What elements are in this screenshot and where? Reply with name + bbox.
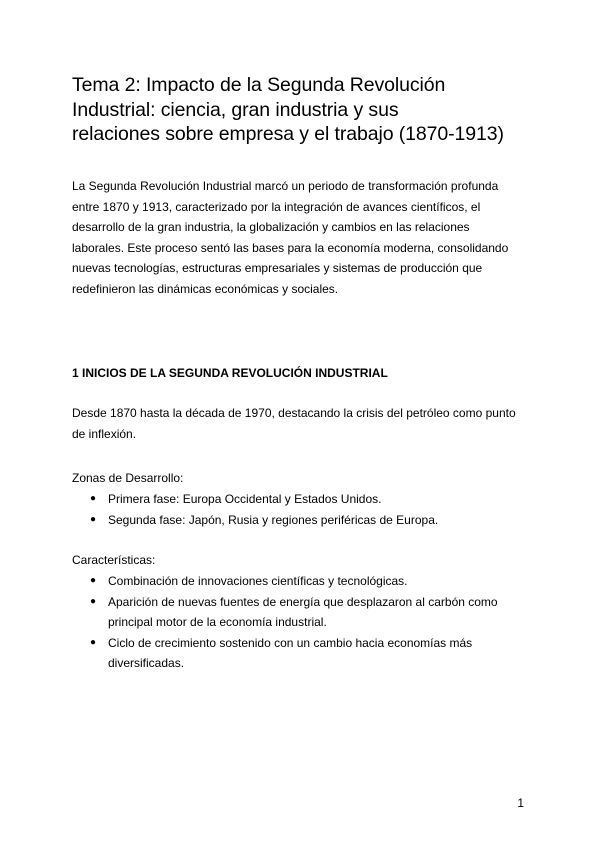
- bullet-icon: ●: [90, 575, 97, 586]
- zones-label: Zonas de Desarrollo:: [72, 471, 184, 485]
- page-number: 1: [517, 796, 524, 810]
- bullet-icon: ●: [90, 513, 97, 525]
- intro-paragraph: [72, 176, 542, 300]
- bullet-icon: ●: [90, 636, 97, 648]
- period-line: Desde 1870 hasta la década de 1970, destacando la crisis del petróleo como punto: [72, 406, 516, 420]
- features-list: [72, 571, 542, 674]
- title-line: Tema 2: Impacto de la Segunda Revolución: [72, 74, 446, 96]
- period-line: de inflexión.: [72, 426, 137, 441]
- intro-line: La Segunda Revolución Industrial marcó un periodo de transformación profunda: [72, 179, 499, 193]
- bullet-icon: ●: [90, 493, 97, 504]
- zones-list: [72, 489, 542, 530]
- intro-line: desarrollo de la gran industria, la globalización y cambios en las relaciones: [72, 220, 470, 235]
- intro-line: laborales. Este proceso sentó las bases para la economía moderna, consolidando: [72, 240, 509, 255]
- document-title: [72, 73, 542, 147]
- period-paragraph: [72, 403, 542, 444]
- title-line: Industrial: ciencia, gran industria y sus: [72, 98, 399, 121]
- list-item: ● Segunda fase: Japón, Rusia y regiones periféricas de Europa.: [72, 510, 542, 531]
- title-line: relaciones sobre empresa y el trabajo (1870-1913): [72, 123, 504, 145]
- list-item: ● Primera fase: Europa Occidental y Estados Unidos.: [72, 489, 542, 510]
- list-item: ● Aparición de nuevas fuentes de energía que desplazaron al carbón como principal motor de la economía industrial.: [72, 592, 542, 633]
- intro-line: redefinieron las dinámicas económicas y sociales.: [72, 281, 339, 296]
- intro-line: entre 1870 y 1913, caracterizado por la integración de avances científicos, el: [72, 199, 481, 214]
- features-label: Características:: [72, 553, 156, 567]
- section-heading: 1 INICIOS DE LA SEGUNDA REVOLUCIÓN INDUSTRIAL: [72, 366, 388, 380]
- list-item: ● Ciclo de crecimiento sostenido con un cambio hacia economías más diversificadas.: [72, 633, 542, 674]
- bullet-icon: ●: [90, 595, 97, 607]
- list-item: ● Combinación de innovaciones científicas y tecnológicas.: [72, 571, 542, 592]
- intro-line: nuevas tecnologías, estructuras empresariales y sistemas de producción que: [72, 261, 483, 276]
